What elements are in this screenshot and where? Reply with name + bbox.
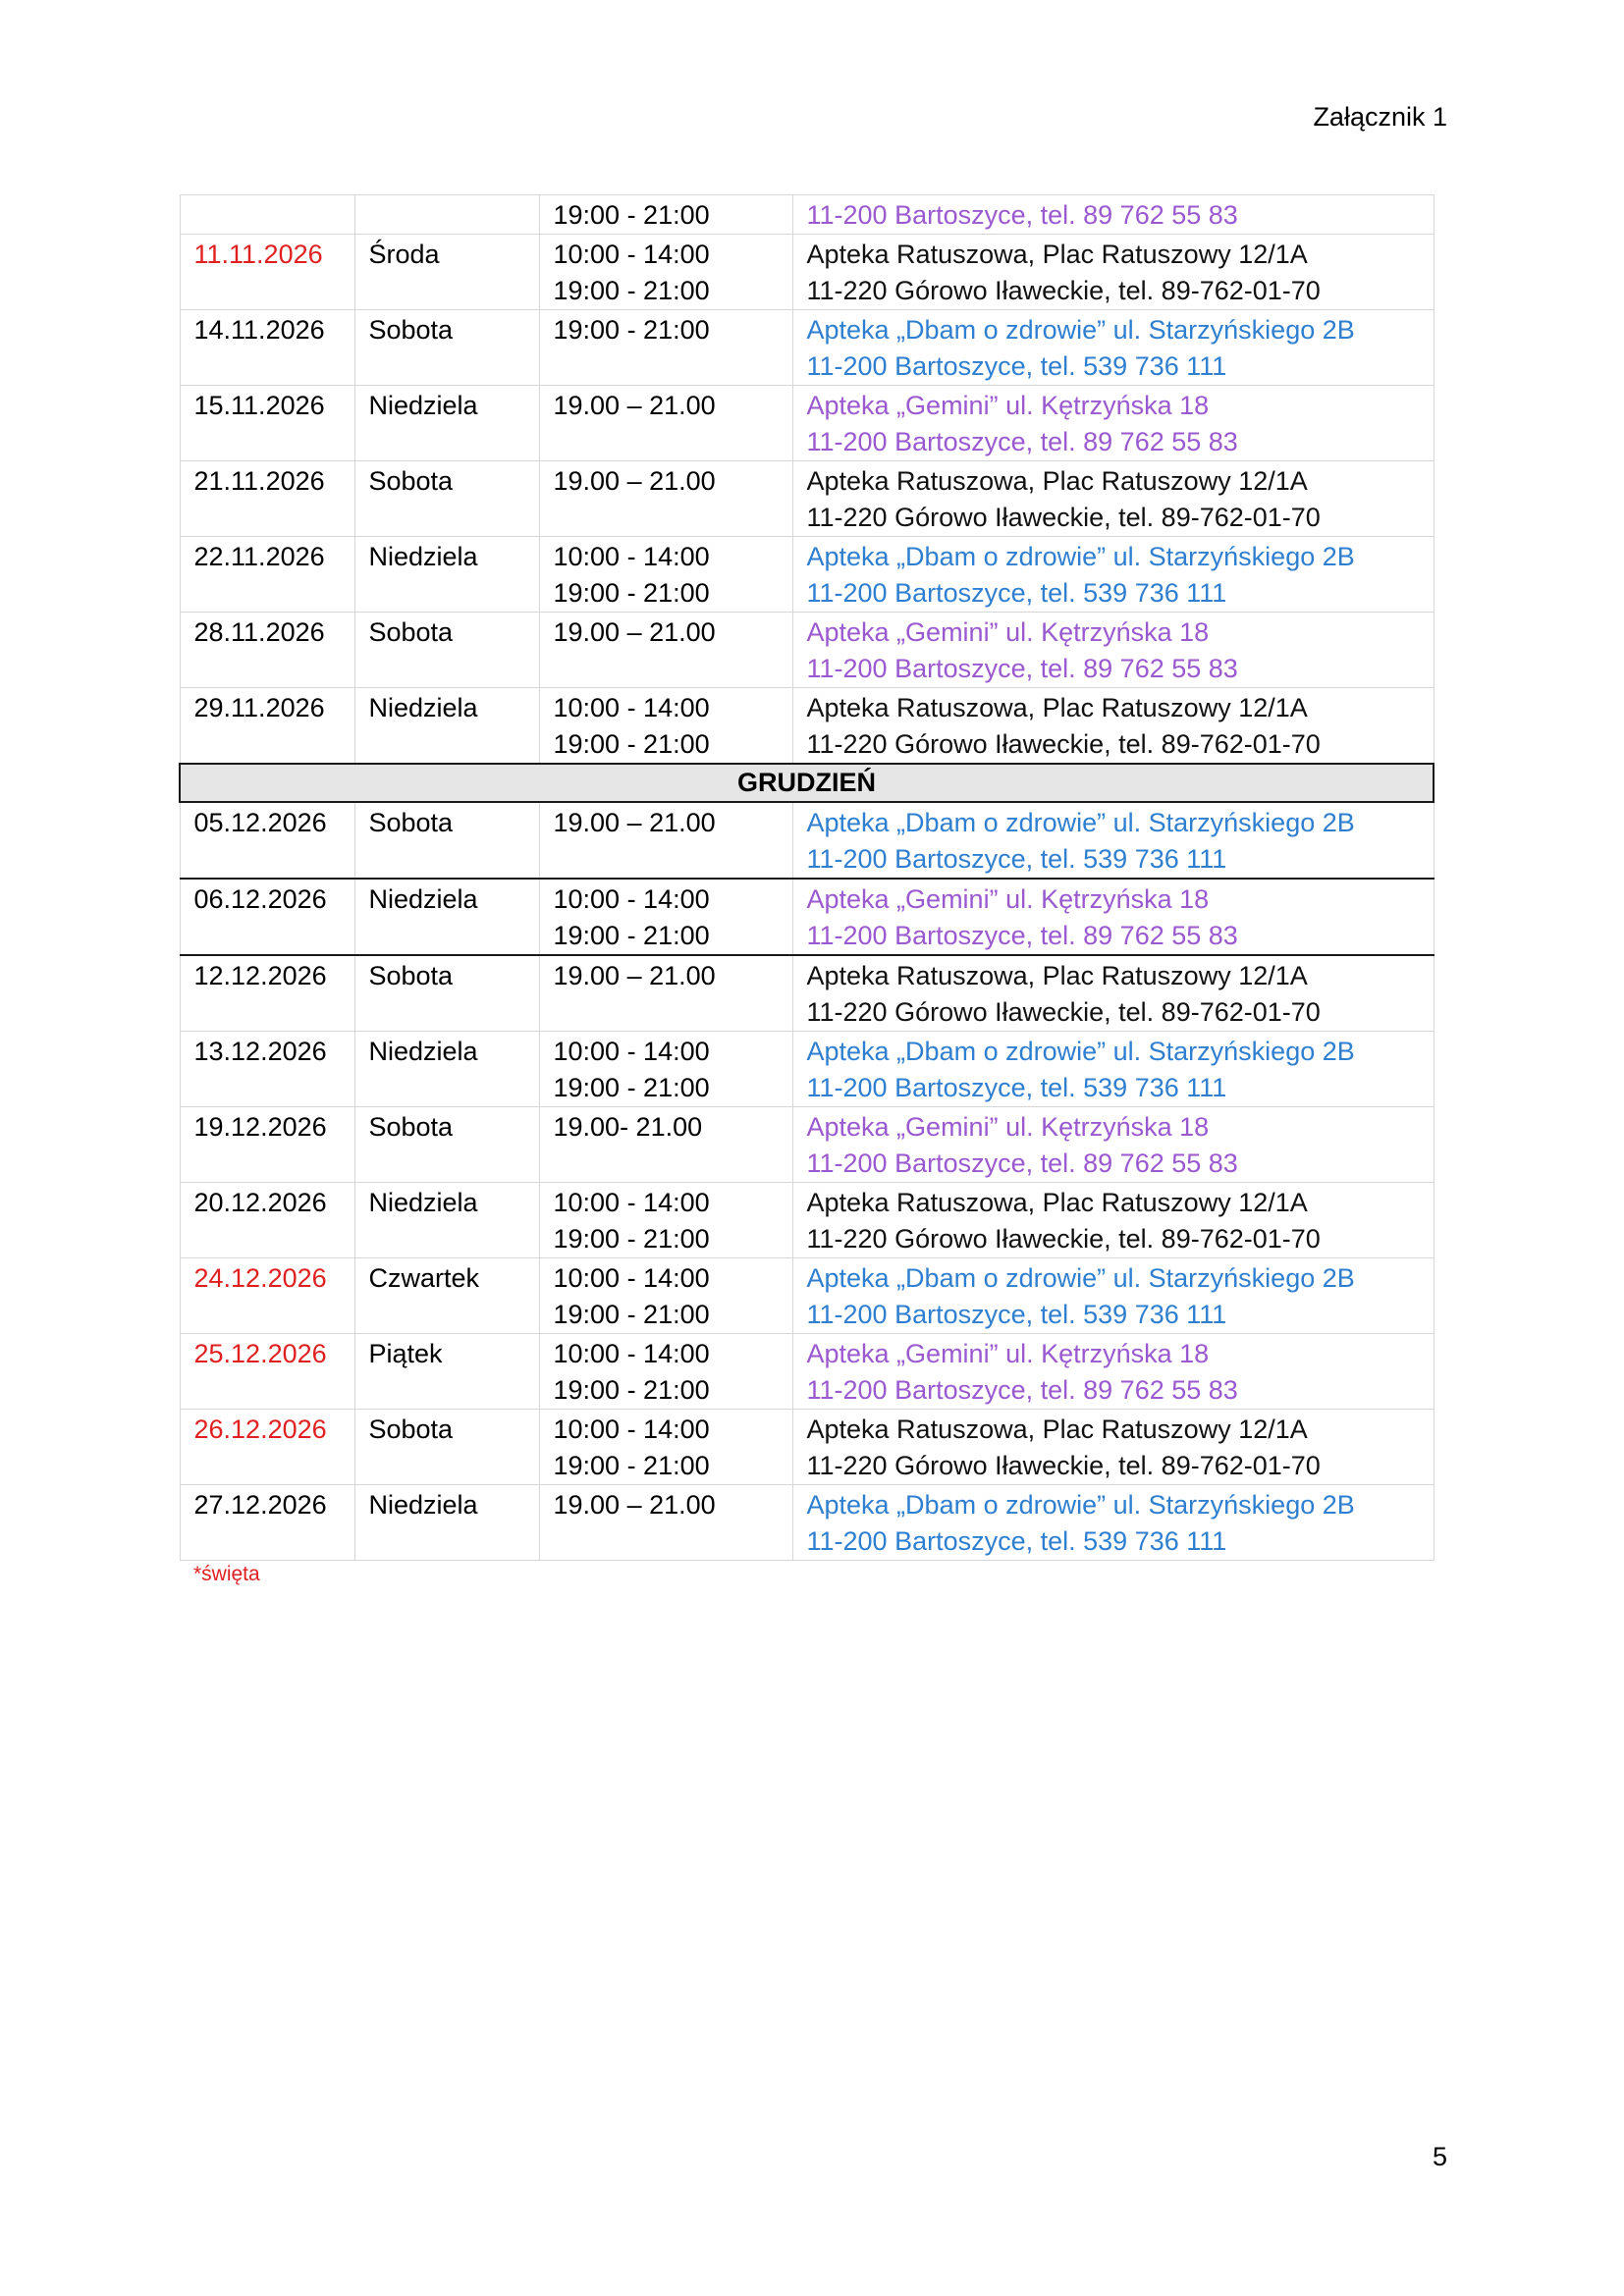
date-cell: 15.11.2026 <box>180 386 354 461</box>
date-cell <box>180 195 354 235</box>
hours-cell <box>539 879 792 955</box>
pharmacy-line: 11-200 Bartoszyce, tel. 89 762 55 83 <box>806 654 1238 683</box>
hours-line: 19.00- 21.00 <box>553 1112 703 1142</box>
pharmacy-cell <box>792 1107 1434 1183</box>
hours-line: 19:00 - 21:00 <box>553 200 710 230</box>
pharmacy-line: Apteka Ratuszowa, Plac Ratuszowy 12/1A <box>806 1415 1308 1444</box>
pharmacy-line: 11-220 Górowo Iławeckie, tel. 89-762-01-70 <box>806 276 1321 305</box>
pharmacy-cell <box>792 1183 1434 1258</box>
pharmacy-line: Apteka Ratuszowa, Plac Ratuszowy 12/1A <box>806 693 1308 722</box>
pharmacy-line: 11-200 Bartoszyce, tel. 89 762 55 83 <box>806 1375 1238 1405</box>
day-cell: Niedziela <box>354 879 539 955</box>
pharmacy-cell <box>792 310 1434 386</box>
day-cell: Sobota <box>354 1107 539 1183</box>
hours-line: 19:00 - 21:00 <box>553 276 710 305</box>
day-cell: Sobota <box>354 1410 539 1485</box>
day-cell: Niedziela <box>354 1032 539 1107</box>
hours-cell <box>539 1410 792 1485</box>
date-cell: 12.12.2026 <box>180 955 354 1032</box>
pharmacy-line: Apteka „Dbam o zdrowie” ul. Starzyńskiego 2B <box>806 542 1355 571</box>
day-cell: Niedziela <box>354 1183 539 1258</box>
hours-line: 19.00 – 21.00 <box>553 391 716 420</box>
table-row <box>180 1334 1434 1410</box>
table-row <box>180 1183 1434 1258</box>
hours-line: 10:00 - 14:00 <box>553 1263 710 1293</box>
pharmacy-cell <box>792 537 1434 613</box>
table-row <box>180 386 1434 461</box>
date-cell: 20.12.2026 <box>180 1183 354 1258</box>
hours-line: 19:00 - 21:00 <box>553 1224 710 1254</box>
table-row <box>180 235 1434 310</box>
hours-line: 10:00 - 14:00 <box>553 1037 710 1066</box>
date-cell: 21.11.2026 <box>180 461 354 537</box>
date-cell: 19.12.2026 <box>180 1107 354 1183</box>
table-row <box>180 1410 1434 1485</box>
pharmacy-line: 11-220 Górowo Iławeckie, tel. 89-762-01-70 <box>806 1451 1321 1480</box>
pharmacy-line: Apteka „Dbam o zdrowie” ul. Starzyńskiego 2B <box>806 1263 1355 1293</box>
pharmacy-line: Apteka Ratuszowa, Plac Ratuszowy 12/1A <box>806 1188 1308 1217</box>
pharmacy-line: Apteka „Gemini” ul. Kętrzyńska 18 <box>806 617 1210 647</box>
hours-cell <box>539 1032 792 1107</box>
hours-line: 19:00 - 21:00 <box>553 578 710 608</box>
day-cell: Sobota <box>354 613 539 688</box>
pharmacy-line: 11-220 Górowo Iławeckie, tel. 89-762-01-70 <box>806 503 1321 532</box>
hours-line: 10:00 - 14:00 <box>553 1415 710 1444</box>
table-row <box>180 1107 1434 1183</box>
pharmacy-cell <box>792 461 1434 537</box>
pharmacy-line: 11-220 Górowo Iławeckie, tel. 89-762-01-70 <box>806 997 1321 1027</box>
hours-cell <box>539 1258 792 1334</box>
table-row <box>180 688 1434 765</box>
pharmacy-cell <box>792 688 1434 765</box>
pharmacy-cell <box>792 802 1434 879</box>
hours-cell <box>539 195 792 235</box>
hours-line: 10:00 - 14:00 <box>553 884 710 914</box>
pharmacy-duty-table <box>179 194 1435 1561</box>
page-number: 5 <box>1432 2142 1447 2171</box>
pharmacy-line: 11-220 Górowo Iławeckie, tel. 89-762-01-70 <box>806 729 1321 759</box>
hours-cell <box>539 1485 792 1561</box>
pharmacy-line: 11-200 Bartoszyce, tel. 89 762 55 83 <box>806 921 1238 950</box>
pharmacy-line: Apteka „Gemini” ul. Kętrzyńska 18 <box>806 1112 1210 1142</box>
table-row <box>180 1032 1434 1107</box>
hours-line: 19.00 – 21.00 <box>553 961 716 990</box>
table-row <box>180 1258 1434 1334</box>
hours-line: 10:00 - 14:00 <box>553 693 710 722</box>
day-cell: Sobota <box>354 955 539 1032</box>
pharmacy-line: Apteka „Dbam o zdrowie” ul. Starzyńskiego 2B <box>806 315 1355 345</box>
hours-cell <box>539 310 792 386</box>
table-row <box>180 613 1434 688</box>
date-cell: 13.12.2026 <box>180 1032 354 1107</box>
day-cell: Sobota <box>354 310 539 386</box>
hours-cell <box>539 386 792 461</box>
hours-line: 10:00 - 14:00 <box>553 542 710 571</box>
date-cell: 22.11.2026 <box>180 537 354 613</box>
day-cell: Środa <box>354 235 539 310</box>
hours-line: 19:00 - 21:00 <box>553 1073 710 1102</box>
hours-cell <box>539 235 792 310</box>
month-section-header <box>180 764 1434 802</box>
hours-line: 19:00 - 21:00 <box>553 1300 710 1329</box>
pharmacy-line: 11-200 Bartoszyce, tel. 539 736 111 <box>806 844 1227 874</box>
day-cell: Niedziela <box>354 386 539 461</box>
pharmacy-cell <box>792 386 1434 461</box>
day-cell: Sobota <box>354 461 539 537</box>
hours-cell <box>539 1183 792 1258</box>
day-cell: Piątek <box>354 1334 539 1410</box>
hours-line: 19:00 - 21:00 <box>553 729 710 759</box>
table-row <box>180 195 1434 235</box>
date-cell: 27.12.2026 <box>180 1485 354 1561</box>
date-cell: 11.11.2026 <box>180 235 354 310</box>
day-cell <box>354 195 539 235</box>
pharmacy-line: Apteka „Dbam o zdrowie” ul. Starzyńskiego 2B <box>806 808 1355 837</box>
table-row <box>180 461 1434 537</box>
hours-line: 19.00 – 21.00 <box>553 466 716 496</box>
hours-line: 19:00 - 21:00 <box>553 921 710 950</box>
table-row <box>180 537 1434 613</box>
day-cell: Niedziela <box>354 1485 539 1561</box>
hours-cell <box>539 461 792 537</box>
hours-line: 19:00 - 21:00 <box>553 315 710 345</box>
attachment-label: Załącznik 1 <box>1313 102 1447 132</box>
hours-cell <box>539 802 792 879</box>
hours-line: 19.00 – 21.00 <box>553 617 716 647</box>
date-cell: 05.12.2026 <box>180 802 354 879</box>
date-cell: 29.11.2026 <box>180 688 354 765</box>
pharmacy-cell <box>792 1032 1434 1107</box>
hours-cell <box>539 955 792 1032</box>
hours-line: 10:00 - 14:00 <box>553 240 710 269</box>
pharmacy-cell <box>792 235 1434 310</box>
date-cell: 14.11.2026 <box>180 310 354 386</box>
hours-cell <box>539 1334 792 1410</box>
pharmacy-cell <box>792 955 1434 1032</box>
table-row <box>180 955 1434 1032</box>
hours-line: 19.00 – 21.00 <box>553 808 716 837</box>
pharmacy-cell <box>792 1258 1434 1334</box>
date-cell: 24.12.2026 <box>180 1258 354 1334</box>
day-cell: Sobota <box>354 802 539 879</box>
pharmacy-cell <box>792 879 1434 955</box>
pharmacy-line: 11-200 Bartoszyce, tel. 539 736 111 <box>806 578 1227 608</box>
table-row <box>180 310 1434 386</box>
hours-cell <box>539 688 792 765</box>
hours-line: 19:00 - 21:00 <box>553 1375 710 1405</box>
pharmacy-line: Apteka „Gemini” ul. Kętrzyńska 18 <box>806 1339 1210 1368</box>
date-cell: 28.11.2026 <box>180 613 354 688</box>
hours-line: 10:00 - 14:00 <box>553 1188 710 1217</box>
table-row <box>180 1485 1434 1561</box>
month-title: GRUDZIEŃ <box>180 764 1434 802</box>
pharmacy-cell <box>792 195 1434 235</box>
pharmacy-line: 11-220 Górowo Iławeckie, tel. 89-762-01-70 <box>806 1224 1321 1254</box>
pharmacy-cell <box>792 1334 1434 1410</box>
pharmacy-line: Apteka „Dbam o zdrowie” ul. Starzyńskiego 2B <box>806 1037 1355 1066</box>
hours-line: 19:00 - 21:00 <box>553 1451 710 1480</box>
pharmacy-cell <box>792 1485 1434 1561</box>
date-cell: 25.12.2026 <box>180 1334 354 1410</box>
pharmacy-line: Apteka „Gemini” ul. Kętrzyńska 18 <box>806 884 1210 914</box>
pharmacy-line: Apteka Ratuszowa, Plac Ratuszowy 12/1A <box>806 240 1308 269</box>
pharmacy-line: 11-200 Bartoszyce, tel. 89 762 55 83 <box>806 1148 1238 1178</box>
hours-cell <box>539 537 792 613</box>
pharmacy-line: 11-200 Bartoszyce, tel. 539 736 111 <box>806 351 1227 381</box>
pharmacy-line: Apteka „Dbam o zdrowie” ul. Starzyńskiego 2B <box>806 1490 1355 1520</box>
pharmacy-line: 11-200 Bartoszyce, tel. 539 736 111 <box>806 1300 1227 1329</box>
pharmacy-line: 11-200 Bartoszyce, tel. 539 736 111 <box>806 1073 1227 1102</box>
table-row <box>180 802 1434 879</box>
holidays-footnote: *święta <box>193 1563 260 1585</box>
pharmacy-line: 11-200 Bartoszyce, tel. 539 736 111 <box>806 1526 1227 1556</box>
pharmacy-line: Apteka Ratuszowa, Plac Ratuszowy 12/1A <box>806 961 1308 990</box>
hours-line: 19.00 – 21.00 <box>553 1490 716 1520</box>
pharmacy-cell <box>792 613 1434 688</box>
date-cell: 26.12.2026 <box>180 1410 354 1485</box>
pharmacy-line: Apteka Ratuszowa, Plac Ratuszowy 12/1A <box>806 466 1308 496</box>
hours-cell <box>539 1107 792 1183</box>
hours-cell <box>539 613 792 688</box>
pharmacy-line: Apteka „Gemini” ul. Kętrzyńska 18 <box>806 391 1210 420</box>
table-row <box>180 879 1434 955</box>
day-cell: Niedziela <box>354 537 539 613</box>
pharmacy-line: 11-200 Bartoszyce, tel. 89 762 55 83 <box>806 427 1238 456</box>
day-cell: Niedziela <box>354 688 539 765</box>
pharmacy-cell <box>792 1410 1434 1485</box>
pharmacy-line: 11-200 Bartoszyce, tel. 89 762 55 83 <box>806 200 1238 230</box>
date-cell: 06.12.2026 <box>180 879 354 955</box>
hours-line: 10:00 - 14:00 <box>553 1339 710 1368</box>
day-cell: Czwartek <box>354 1258 539 1334</box>
